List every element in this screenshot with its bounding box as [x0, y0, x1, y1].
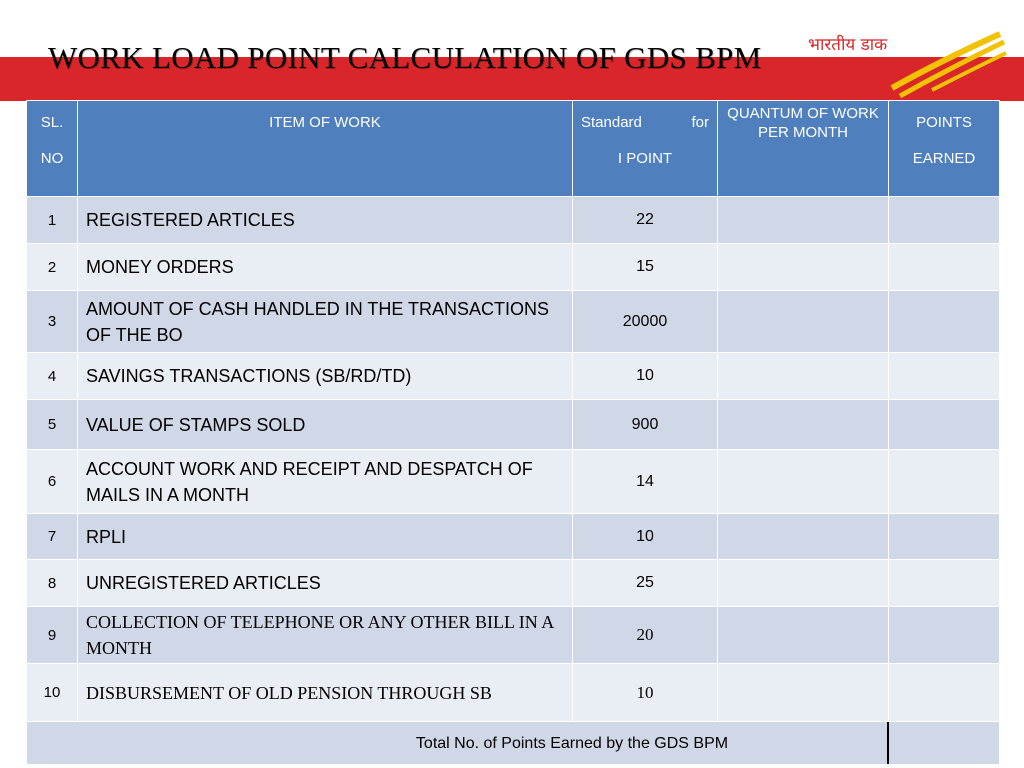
row-item: RPLI [78, 514, 573, 560]
row-item: VALUE OF STAMPS SOLD [78, 400, 573, 450]
row-item: ACCOUNT WORK AND RECEIPT AND DESPATCH OF MAILS IN A MONTH [78, 450, 573, 514]
table-row [27, 197, 1000, 244]
row-points-cell [889, 291, 1000, 353]
row-sl: 5 [27, 400, 78, 450]
total-label: Total No. of Points Earned by the GDS BPM [415, 735, 729, 752]
row-sl: 4 [27, 353, 78, 400]
table-row [27, 244, 1000, 291]
header-quantum-of-work: QUANTUM OF WORK PER MONTH [718, 101, 889, 197]
row-standard: 10 [573, 514, 718, 560]
row-quantum-cell [718, 291, 889, 353]
header-standard-for-point: Standard for I POINT [573, 101, 718, 197]
row-standard: 20 [573, 607, 718, 664]
row-points-cell [889, 353, 1000, 400]
row-sl: 3 [27, 291, 78, 353]
row-standard: 25 [573, 560, 718, 607]
row-item: AMOUNT OF CASH HANDLED IN THE TRANSACTIONS OF THE BO [78, 291, 573, 353]
row-standard: 900 [573, 400, 718, 450]
row-standard: 20000 [573, 291, 718, 353]
row-item: UNREGISTERED ARTICLES [78, 560, 573, 607]
total-row [27, 722, 1000, 765]
row-standard: 14 [573, 450, 718, 514]
header-sl-no: SL. NO [27, 101, 78, 197]
row-sl: 1 [27, 197, 78, 244]
row-quantum-cell [718, 353, 889, 400]
india-post-logo [782, 20, 1012, 100]
row-item: COLLECTION OF TELEPHONE OR ANY OTHER BILL IN A MONTH [78, 607, 573, 664]
header-item-of-work: ITEM OF WORK [78, 101, 573, 197]
row-quantum-cell [718, 560, 889, 607]
row-quantum-cell [718, 197, 889, 244]
table-row [27, 560, 1000, 607]
total-divider [887, 722, 889, 764]
table-row [27, 450, 1000, 514]
row-quantum-cell [718, 607, 889, 664]
row-sl: 6 [27, 450, 78, 514]
table-row [27, 514, 1000, 560]
row-points-cell [889, 560, 1000, 607]
row-points-cell [889, 244, 1000, 291]
row-item: SAVINGS TRANSACTIONS (SB/RD/TD) [78, 353, 573, 400]
row-standard: 10 [573, 664, 718, 722]
row-item: REGISTERED ARTICLES [78, 197, 573, 244]
row-quantum-cell [718, 244, 889, 291]
row-points-cell [889, 514, 1000, 560]
row-points-cell [889, 664, 1000, 722]
table-row [27, 607, 1000, 664]
row-sl: 8 [27, 560, 78, 607]
row-quantum-cell [718, 664, 889, 722]
row-item: MONEY ORDERS [78, 244, 573, 291]
table-row [27, 291, 1000, 353]
header-points-earned: POINTS EARNED [889, 101, 1000, 197]
row-quantum-cell [718, 514, 889, 560]
page-title: WORK LOAD POINT CALCULATION OF GDS BPM [48, 40, 762, 75]
row-quantum-cell [718, 400, 889, 450]
workload-table [26, 100, 1000, 765]
row-standard: 15 [573, 244, 718, 291]
table-row [27, 353, 1000, 400]
row-points-cell [889, 400, 1000, 450]
row-item: DISBURSEMENT OF OLD PENSION THROUGH SB [78, 664, 573, 722]
table-header-row [27, 101, 1000, 197]
row-sl: 10 [27, 664, 78, 722]
row-sl: 2 [27, 244, 78, 291]
table-row [27, 400, 1000, 450]
row-points-cell [889, 607, 1000, 664]
row-quantum-cell [718, 450, 889, 514]
table-row [27, 664, 1000, 722]
total-cell [27, 722, 1000, 765]
row-sl: 9 [27, 607, 78, 664]
row-points-cell [889, 197, 1000, 244]
row-sl: 7 [27, 514, 78, 560]
logo-text: भारतीय डाक [808, 35, 888, 55]
row-standard: 22 [573, 197, 718, 244]
row-standard: 10 [573, 353, 718, 400]
row-points-cell [889, 450, 1000, 514]
